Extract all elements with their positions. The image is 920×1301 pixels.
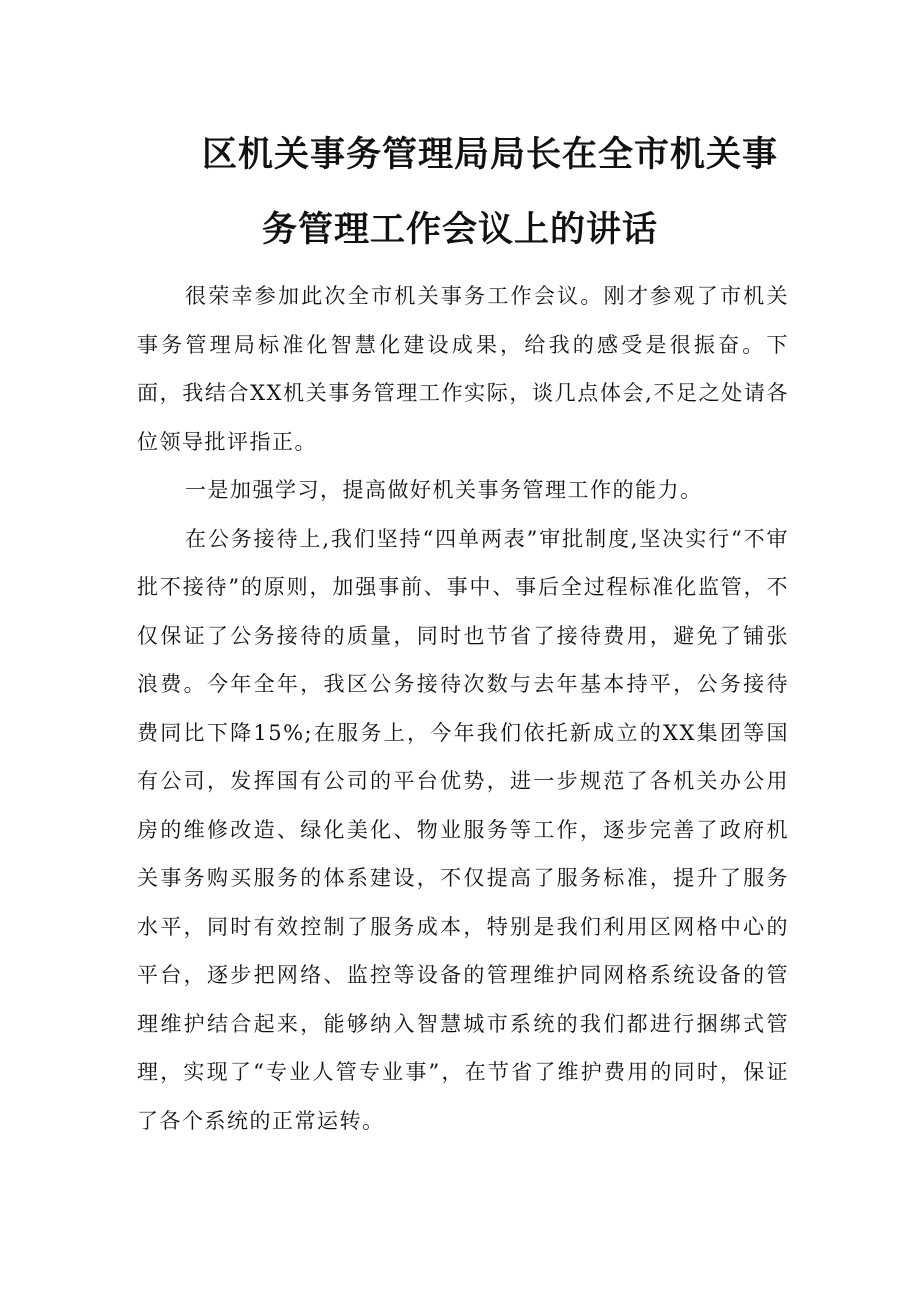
- paragraph-reception-services: 在公务接待上,我们坚持“四单两表”审批制度,坚决实行“不审批不接待”的原则，加强事前、事中、事后全过程标准化监管，不仅保证了公务接待的质量，同时也节省了接待费用，避免了铺张浪费。今年全年，我区公务接待次数与去年基本持平，公务接待费同比下降15%;在服务上，今年我们依托新成立的XX集团等国有公司，发挥国有公司的平台优势，进一步规范了各机关办公用房的维修改造、绿化美化、物业服务等工作，逐步完善了政府机关事务购买服务的体系建设，不仅提高了服务标准，提升了服务水平，同时有效控制了服务成本，特别是我们利用区网格中心的平台，逐步把网络、监控等设备的管理维护同网格系统设备的管理维护结合起来，能够纳入智慧城市系统的我们都进行捆绑式管理，实现了“专业人管专业事”，在节省了维护费用的同时，保证了各个系统的正常运转。: [137, 526, 789, 1133]
- paragraph-intro: 很荣幸参加此次全市机关事务工作会议。刚才参观了市机关事务管理局标准化智慧化建设成果，给我的感受是很振奋。下面，我结合XX机关事务管理工作实际，谈几点体会,不足之处请各位领导批评指正。: [137, 284, 789, 454]
- document-body: [137, 272, 789, 1145]
- paragraph-heading-one: 一是加强学习，提高做好机关事务管理工作的能力。: [185, 478, 703, 502]
- document-title-line-1: 区机关事务管理局局长在全市机关事: [201, 135, 778, 175]
- document-title-line-2: 务管理工作会议上的讲话: [261, 210, 658, 250]
